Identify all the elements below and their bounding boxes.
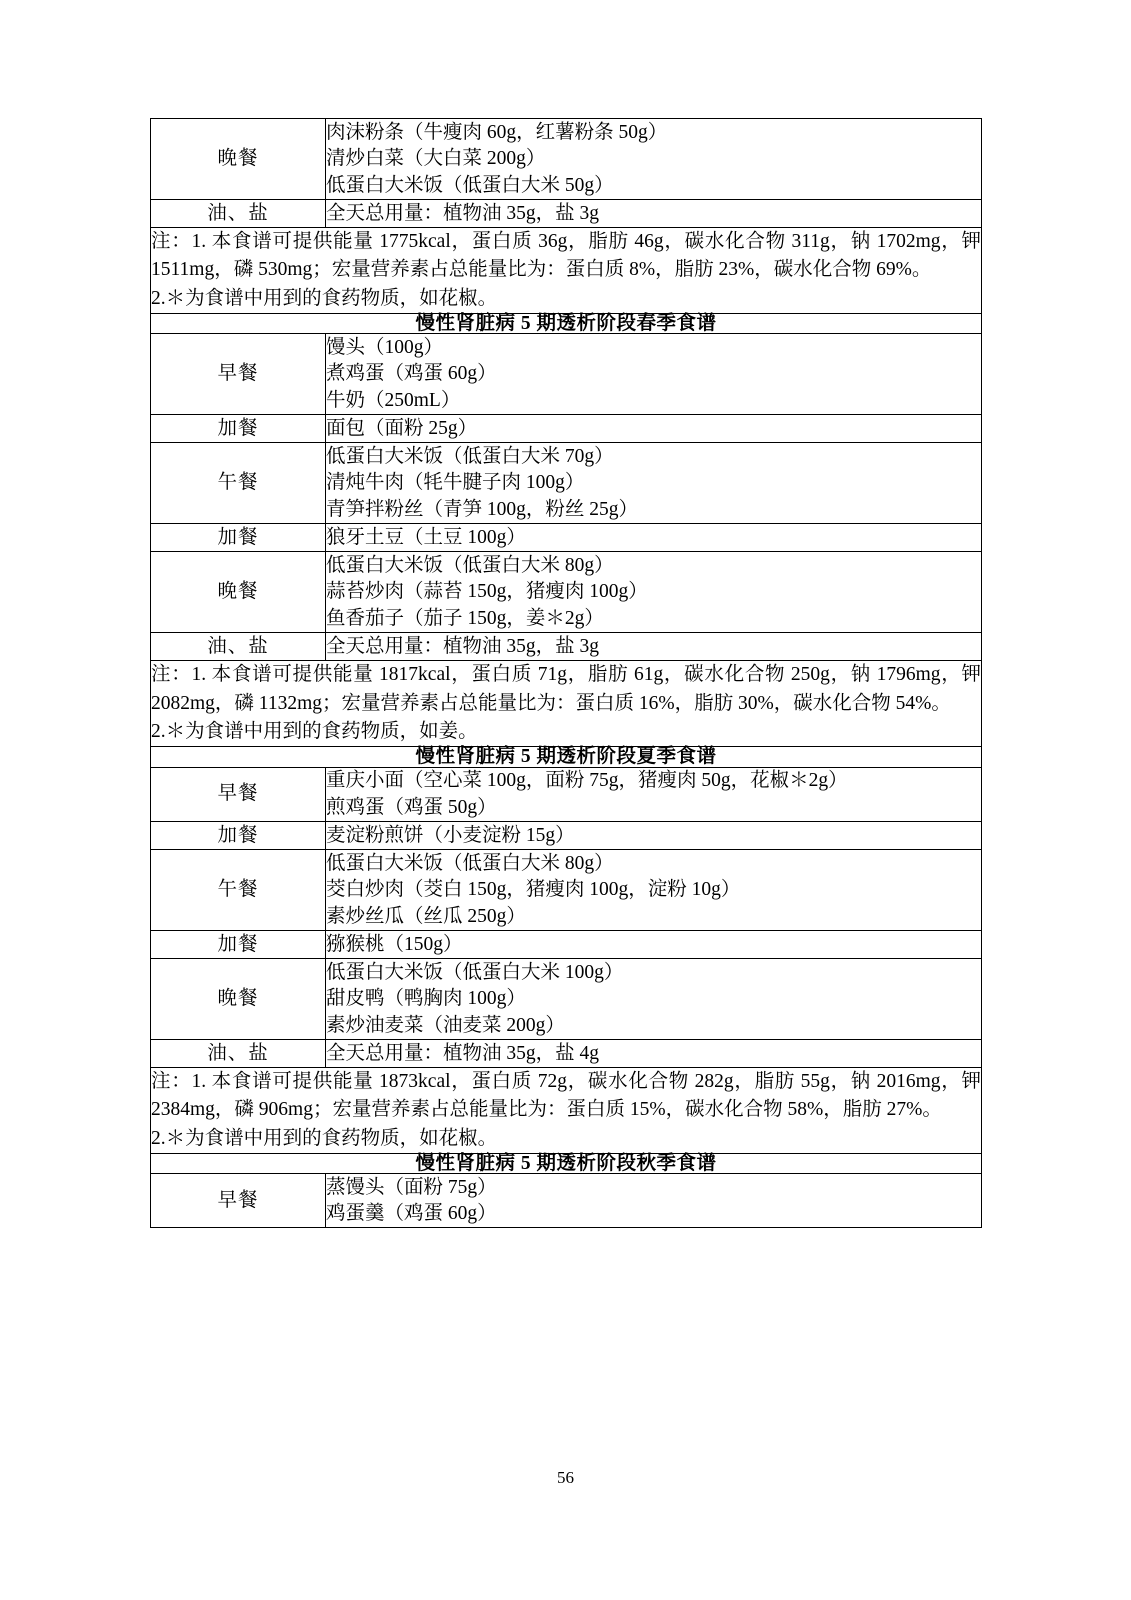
meal-item-line: 麦淀粉煎饼（小麦淀粉 15g） xyxy=(326,824,575,846)
meal-item-line: 重庆小面（空心菜 100g，面粉 75g，猪瘦肉 50g，花椒＊2g） xyxy=(326,770,848,792)
meal-item-line: 蒸馒头（面粉 75g） xyxy=(326,1176,497,1198)
meal-item-line: 鸡蛋羹（鸡蛋 60g） xyxy=(326,1203,497,1225)
meal-label: 早餐 xyxy=(151,767,326,821)
table-row xyxy=(151,1174,982,1228)
meal-items xyxy=(326,119,982,200)
note-cell xyxy=(151,661,982,747)
meal-item-line: 茭白炒肉（茭白 150g，猪瘦肉 100g，淀粉 10g） xyxy=(326,879,741,901)
meal-items xyxy=(326,334,982,415)
table-row xyxy=(151,767,982,821)
table-row xyxy=(151,552,982,633)
note-paragraph: 2.＊为食谱中用到的食药物质，如花椒。 xyxy=(151,287,498,309)
meal-items xyxy=(326,1039,982,1068)
meal-label: 加餐 xyxy=(151,523,326,552)
meal-item-line: 全天总用量：植物油 35g，盐 3g xyxy=(326,202,600,224)
note-paragraph: 2.＊为食谱中用到的食药物质，如姜。 xyxy=(151,720,478,742)
note-row xyxy=(151,228,982,314)
meal-items xyxy=(326,959,982,1040)
meal-label: 加餐 xyxy=(151,414,326,443)
table-row xyxy=(151,443,982,524)
meal-items xyxy=(326,443,982,524)
section-title: 慢性肾脏病 5 期透析阶段秋季食谱 xyxy=(151,1153,982,1174)
meal-item-line: 馒头（100g） xyxy=(326,336,444,358)
meal-label: 油、盐 xyxy=(151,199,326,228)
meal-items xyxy=(326,632,982,661)
meal-item-line: 清炖牛肉（牦牛腱子肉 100g） xyxy=(326,472,585,494)
meal-label: 晚餐 xyxy=(151,119,326,200)
note-paragraph: 2.＊为食谱中用到的食药物质，如花椒。 xyxy=(151,1127,498,1149)
diet-plan-table-body xyxy=(151,119,982,1228)
table-row xyxy=(151,414,982,443)
meal-item-line: 煎鸡蛋（鸡蛋 50g） xyxy=(326,796,497,818)
meal-items xyxy=(326,1174,982,1228)
meal-item-line: 低蛋白大米饭（低蛋白大米 100g） xyxy=(326,961,624,983)
meal-item-line: 全天总用量：植物油 35g，盐 4g xyxy=(326,1042,600,1064)
meal-item-line: 肉沫粉条（牛瘦肉 60g，红薯粉条 50g） xyxy=(326,121,668,143)
meal-item-line: 狼牙土豆（土豆 100g） xyxy=(326,526,526,548)
meal-items xyxy=(326,523,982,552)
meal-label: 晚餐 xyxy=(151,959,326,1040)
meal-item-line: 猕猴桃（150g） xyxy=(326,933,463,955)
section-title: 慢性肾脏病 5 期透析阶段夏季食谱 xyxy=(151,747,982,768)
table-row xyxy=(151,850,982,931)
meal-item-line: 低蛋白大米饭（低蛋白大米 80g） xyxy=(326,554,614,576)
table-row xyxy=(151,523,982,552)
meal-label: 早餐 xyxy=(151,1174,326,1228)
note-paragraph: 注：1. 本食谱可提供能量 1873kcal，蛋白质 72g，碳水化合物 282g，脂肪 55g，钠 2016mg，钾 2384mg，磷 906mg；宏量营养素占总能量比为：蛋白质 15%，碳水化合物 58%，脂肪 27%。 xyxy=(151,1071,981,1121)
table-row xyxy=(151,959,982,1040)
meal-items xyxy=(326,552,982,633)
table-row xyxy=(151,821,982,850)
meal-label: 午餐 xyxy=(151,443,326,524)
meal-items xyxy=(326,767,982,821)
meal-label: 油、盐 xyxy=(151,632,326,661)
meal-items xyxy=(326,930,982,959)
meal-item-line: 素炒丝瓜（丝瓜 250g） xyxy=(326,905,526,927)
meal-label: 晚餐 xyxy=(151,552,326,633)
meal-label: 早餐 xyxy=(151,334,326,415)
section-title: 慢性肾脏病 5 期透析阶段春季食谱 xyxy=(151,313,982,334)
meal-item-line: 低蛋白大米饭（低蛋白大米 50g） xyxy=(326,174,614,196)
meal-item-line: 低蛋白大米饭（低蛋白大米 70g） xyxy=(326,445,614,467)
note-cell xyxy=(151,1068,982,1154)
meal-item-line: 清炒白菜（大白菜 200g） xyxy=(326,148,546,169)
section-title-row xyxy=(151,313,982,334)
meal-items xyxy=(326,850,982,931)
meal-item-line: 甜皮鸭（鸭胸肉 100g） xyxy=(326,988,526,1010)
meal-item-line: 面包（面粉 25g） xyxy=(326,417,478,439)
table-row xyxy=(151,930,982,959)
meal-label: 加餐 xyxy=(151,821,326,850)
meal-item-line: 素炒油麦菜（油麦菜 200g） xyxy=(326,1014,565,1036)
meal-item-line: 煮鸡蛋（鸡蛋 60g） xyxy=(326,363,497,385)
meal-label: 午餐 xyxy=(151,850,326,931)
section-title-row xyxy=(151,1153,982,1174)
page-number: 56 xyxy=(557,1468,574,1487)
note-row xyxy=(151,1068,982,1154)
meal-item-line: 鱼香茄子（茄子 150g，姜＊2g） xyxy=(326,607,604,629)
table-row xyxy=(151,334,982,415)
meal-item-line: 青笋拌粉丝（青笋 100g，粉丝 25g） xyxy=(326,498,639,520)
table-row xyxy=(151,632,982,661)
section-title-row xyxy=(151,747,982,768)
note-paragraph: 注：1. 本食谱可提供能量 1775kcal，蛋白质 36g，脂肪 46g，碳水化合物 311g，钠 1702mg，钾 1511mg，磷 530mg；宏量营养素占总能量比为：蛋白质 8%，脂肪 23%，碳水化合物 69%。 xyxy=(151,231,981,281)
diet-plan-table xyxy=(150,118,982,1228)
table-row xyxy=(151,1039,982,1068)
meal-items xyxy=(326,199,982,228)
meal-label: 油、盐 xyxy=(151,1039,326,1068)
meal-item-line: 低蛋白大米饭（低蛋白大米 80g） xyxy=(326,852,614,874)
meal-item-line: 牛奶（250mL） xyxy=(326,389,461,411)
meal-label: 加餐 xyxy=(151,930,326,959)
note-paragraph: 注：1. 本食谱可提供能量 1817kcal，蛋白质 71g，脂肪 61g，碳水化合物 250g，钠 1796mg，钾 2082mg，磷 1132mg；宏量营养素占总能量比为：蛋白质 16%，脂肪 30%，碳水化合物 54%。 xyxy=(151,664,981,714)
note-row xyxy=(151,661,982,747)
note-cell xyxy=(151,228,982,314)
table-row xyxy=(151,119,982,200)
meal-items xyxy=(326,414,982,443)
table-row xyxy=(151,199,982,228)
meal-items xyxy=(326,821,982,850)
meal-item-line: 全天总用量：植物油 35g，盐 3g xyxy=(326,635,600,657)
meal-item-line: 蒜苔炒肉（蒜苔 150g，猪瘦肉 100g） xyxy=(326,581,648,603)
